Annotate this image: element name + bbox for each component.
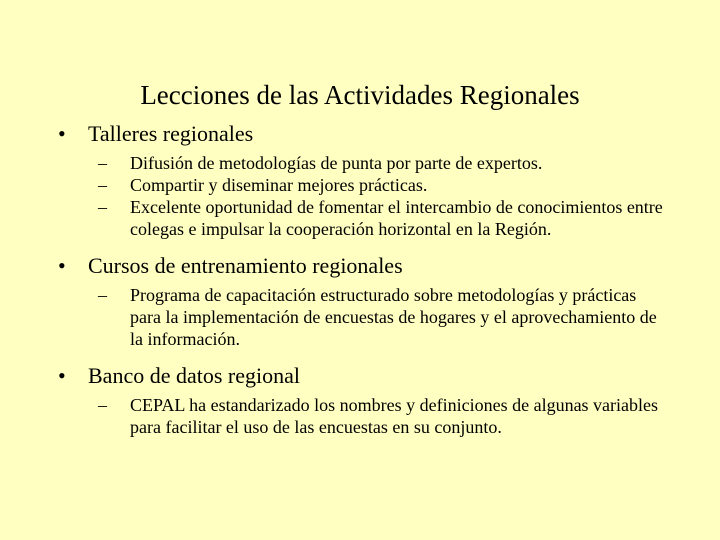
sub-list <box>88 152 668 240</box>
bullet-item-talleres <box>58 120 668 240</box>
dash-icon: – <box>98 175 107 195</box>
slide-title: Lecciones de las Actividades Regionales <box>140 80 580 110</box>
dash-icon: – <box>98 395 107 415</box>
sub-list <box>88 284 668 350</box>
bullet-heading: Talleres regionales <box>88 121 254 146</box>
sub-item-text: Excelente oportunidad de fomentar el intercambio de conocimientos entre colegas e impulsar la cooperación horizontal en la Región. <box>130 197 663 239</box>
dash-icon: – <box>98 153 107 173</box>
sub-item <box>98 394 668 438</box>
bullet-list <box>58 120 668 438</box>
bullet-icon: • <box>58 121 66 146</box>
bullet-item-cursos <box>58 252 668 350</box>
bullet-icon: • <box>58 363 66 388</box>
bullet-icon: • <box>58 253 66 278</box>
sub-list <box>88 394 668 438</box>
slide-content <box>58 120 668 438</box>
sub-item-text: Programa de capacitación estructurado sobre metodologías y prácticas para la implementación de encuestas de hogares y el aprovechamiento de la información. <box>130 285 657 349</box>
sub-item <box>98 196 668 240</box>
bullet-item-banco <box>58 362 668 438</box>
bullet-heading: Banco de datos regional <box>88 363 300 388</box>
sub-item-text: Compartir y diseminar mejores prácticas. <box>130 175 428 195</box>
dash-icon: – <box>98 197 107 217</box>
sub-item <box>98 284 668 350</box>
sub-item <box>98 152 668 174</box>
bullet-heading: Cursos de entrenamiento regionales <box>88 253 403 278</box>
sub-item-text: Difusión de metodologías de punta por parte de expertos. <box>130 153 543 173</box>
sub-item <box>98 174 668 196</box>
dash-icon: – <box>98 285 107 305</box>
sub-item-text: CEPAL ha estandarizado los nombres y definiciones de algunas variables para facilitar el uso de las encuestas en su conjunto. <box>130 395 659 437</box>
